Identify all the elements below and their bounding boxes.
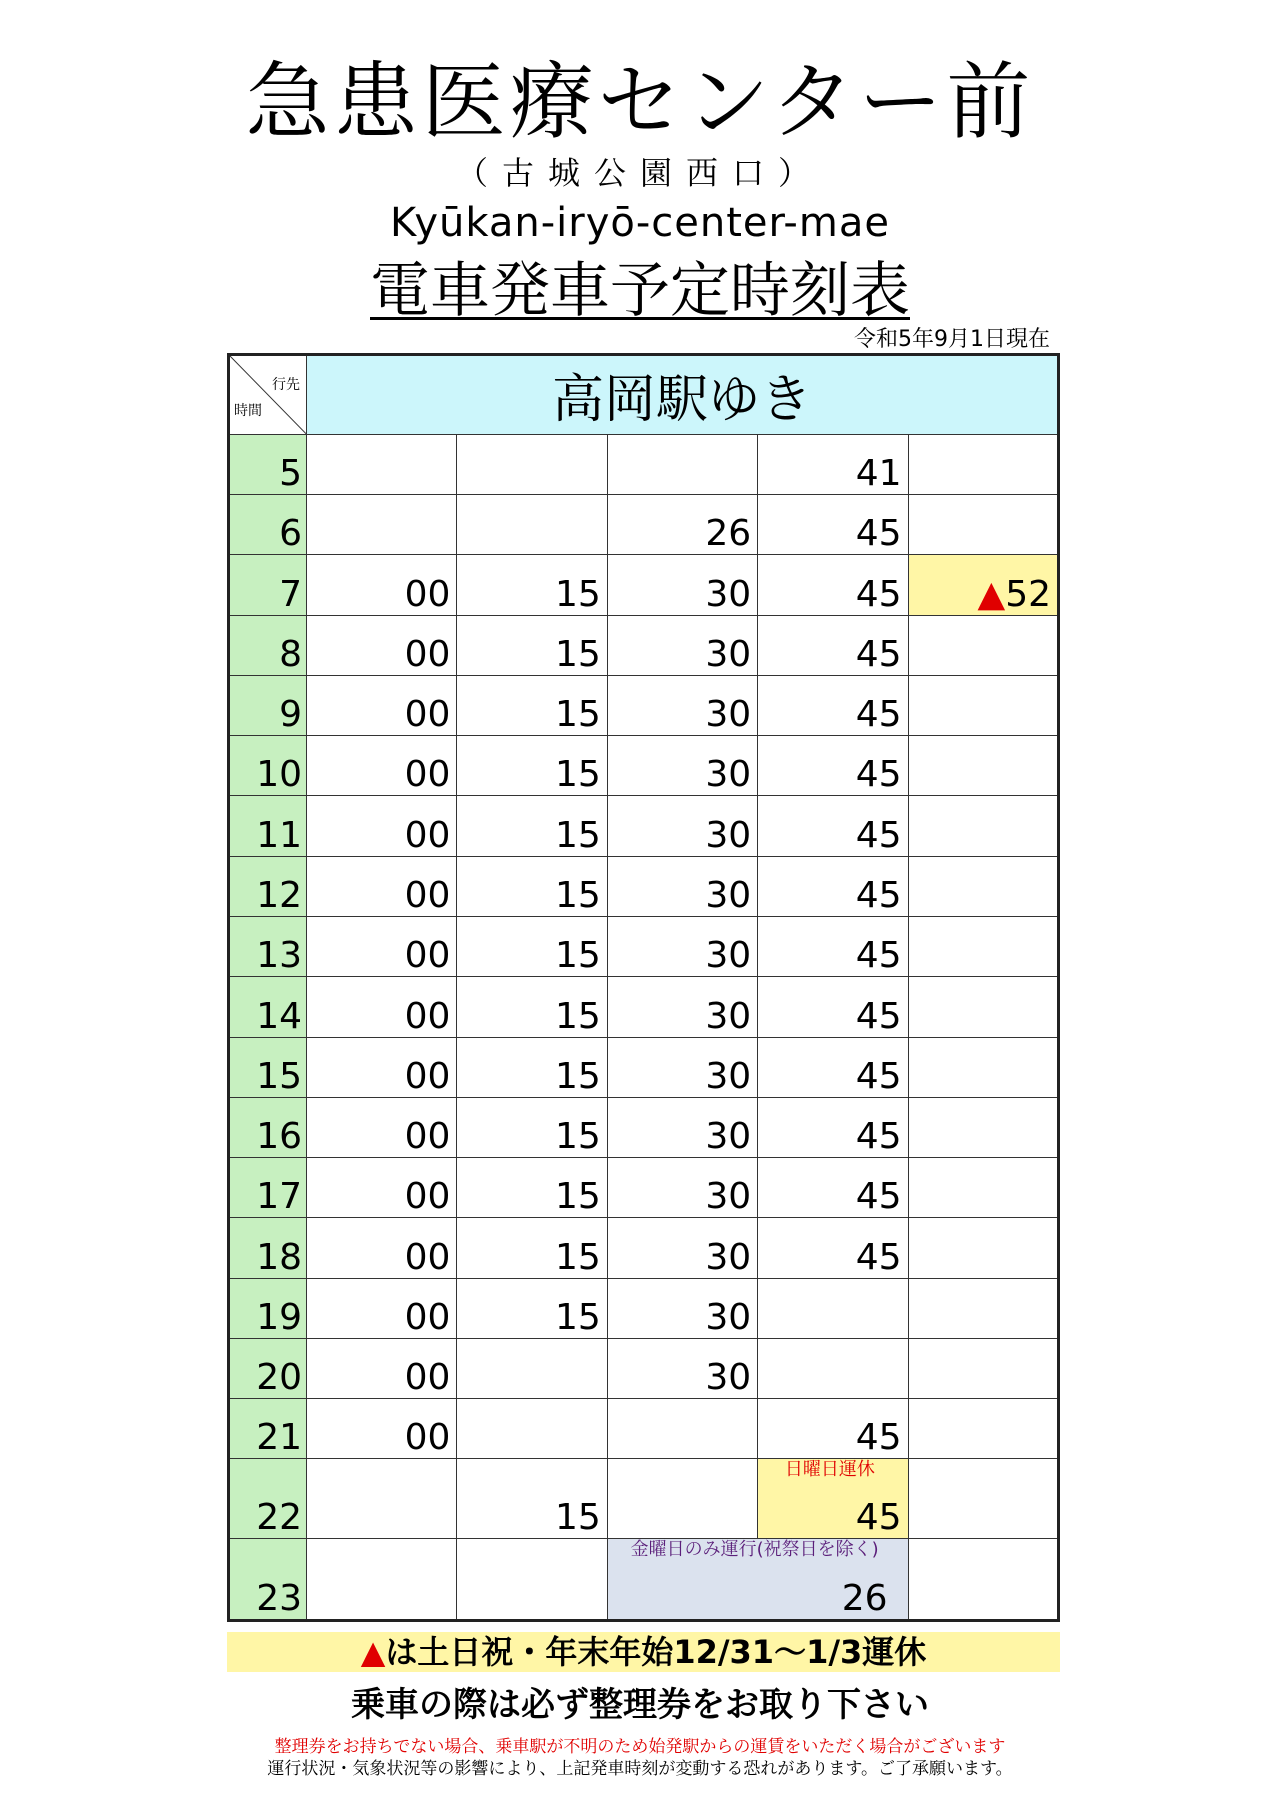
minute-cell (607, 434, 757, 494)
hour-cell: 15 (229, 1037, 307, 1097)
minute-cell: 30 (607, 856, 757, 916)
minute-cell: 45 (758, 1097, 908, 1157)
diagonal-line-icon (230, 356, 306, 434)
minute-cell: 00 (307, 555, 457, 615)
minute-cell: 00 (307, 1158, 457, 1218)
hour-cell: 22 (229, 1459, 307, 1539)
triangle-icon: ▲ (977, 573, 1006, 615)
minute-cell (908, 1459, 1058, 1539)
hour-cell: 21 (229, 1399, 307, 1459)
minute-cell: 45 (758, 494, 908, 554)
timetable-row (229, 675, 1059, 735)
minute-cell (908, 434, 1058, 494)
timetable-row (229, 736, 1059, 796)
minute-cell: 15 (457, 675, 607, 735)
minute-cell: 15 (457, 736, 607, 796)
minute-cell: 45 (758, 916, 908, 976)
timetable-row (229, 1539, 1059, 1621)
minute-cell: 30 (607, 736, 757, 796)
minute-cell (307, 1539, 457, 1621)
minute-cell (908, 916, 1058, 976)
minute-cell: 00 (307, 615, 457, 675)
disclaimer: 運行状況・気象状況等の影響により、上記発車時刻が変動する恐れがあります。ご了承願います。 (267, 1759, 1013, 1779)
minute-cell: 30 (607, 1097, 757, 1157)
minute-cell: 30 (607, 1158, 757, 1218)
hour-cell: 10 (229, 736, 307, 796)
timetable-row (229, 1338, 1059, 1398)
minute-cell: 00 (307, 1218, 457, 1278)
timetable (227, 353, 1060, 1622)
hour-cell: 11 (229, 796, 307, 856)
minute-cell: 00 (307, 1097, 457, 1157)
minute-cell: 45 (758, 796, 908, 856)
stop-subtitle: （古城公園西口） (455, 154, 824, 192)
minute-cell (758, 1338, 908, 1398)
timetable-row (229, 434, 1059, 494)
minute-cell (908, 1338, 1058, 1398)
minute-cell (908, 977, 1058, 1037)
minute-cell: 30 (607, 1218, 757, 1278)
hour-cell: 8 (229, 615, 307, 675)
hour-cell: 5 (229, 434, 307, 494)
hour-cell: 9 (229, 675, 307, 735)
minute-cell (908, 1097, 1058, 1157)
minute-cell: 41 (758, 434, 908, 494)
hour-cell: 19 (229, 1278, 307, 1338)
minute-cell: 30 (607, 615, 757, 675)
minute-cell: 30 (607, 1338, 757, 1398)
minute-cell (908, 856, 1058, 916)
minute-cell: 00 (307, 916, 457, 976)
minute-cell (607, 1399, 757, 1459)
triangle-icon: ▲ (360, 1633, 386, 1671)
minute-cell: 00 (307, 977, 457, 1037)
minute-cell (307, 434, 457, 494)
minute-cell: 15 (457, 1097, 607, 1157)
minute-cell: 15 (457, 1218, 607, 1278)
minute-cell: 30 (607, 977, 757, 1037)
minute-cell (457, 1539, 607, 1621)
minute-cell: 30 (607, 916, 757, 976)
stop-name: 急患医療センター前 (245, 53, 1035, 151)
minute-cell: 15 (457, 1158, 607, 1218)
minute-cell (457, 494, 607, 554)
timetable-row (229, 1399, 1059, 1459)
hour-cell: 16 (229, 1097, 307, 1157)
minute-cell: 45 (758, 1037, 908, 1097)
timetable-heading: 電車発車予定時刻表 (370, 256, 910, 326)
minute-cell: 15 (457, 977, 607, 1037)
hour-cell: 17 (229, 1158, 307, 1218)
minute-cell (908, 1278, 1058, 1338)
minute-cell: 15 (457, 1037, 607, 1097)
hour-cell: 13 (229, 916, 307, 976)
minute-cell (908, 736, 1058, 796)
hour-cell: 12 (229, 856, 307, 916)
sunday-suspended-note: 日曜日運休 (784, 1459, 875, 1481)
minute-cell: 45 (758, 1399, 908, 1459)
minute-cell: 45 (758, 1218, 908, 1278)
minute-cell (307, 1459, 457, 1539)
minute-cell: 15 (457, 615, 607, 675)
minute-cell (908, 675, 1058, 735)
corner-cell (229, 355, 307, 435)
as-of-date: 令和5年9月1日現在 (854, 327, 1050, 352)
minute-cell: 15 (457, 916, 607, 976)
minute-cell (607, 1459, 757, 1539)
hour-cell: 18 (229, 1218, 307, 1278)
minute-cell (908, 1399, 1058, 1459)
corner-dest-label: 行先 (272, 377, 300, 393)
minute-cell (457, 434, 607, 494)
timetable-row (229, 615, 1059, 675)
minute-cell: 00 (307, 796, 457, 856)
destination-header: 高岡駅ゆき (307, 355, 1059, 435)
minute-cell: 00 (307, 675, 457, 735)
timetable-row (229, 1278, 1059, 1338)
minute-cell: 00 (307, 1278, 457, 1338)
minute-cell: 45 (758, 856, 908, 916)
stop-romaji: Kyūkan-iryō-center-mae (390, 200, 890, 246)
timetable-row (229, 1459, 1059, 1539)
timetable-row (229, 1097, 1059, 1157)
minute-cell: 45 (758, 555, 908, 615)
timetable-row (229, 1158, 1059, 1218)
corner-hour-label: 時間 (234, 403, 262, 419)
minute-cell: 45 (758, 1158, 908, 1218)
minute-cell: 15 (457, 856, 607, 916)
friday-only-cell: 金曜日のみ運行(祝祭日を除く) 26 (607, 1539, 908, 1621)
minute-cell (307, 494, 457, 554)
minute-cell (908, 1539, 1058, 1621)
minute-cell (758, 1278, 908, 1338)
timetable-row (229, 856, 1059, 916)
minute-cell: 30 (607, 555, 757, 615)
timetable-row (229, 494, 1059, 554)
hour-cell: 20 (229, 1338, 307, 1398)
minute-cell (908, 615, 1058, 675)
minute-cell (908, 796, 1058, 856)
minute-cell: 15 (457, 1278, 607, 1338)
minute-cell: 45 (758, 977, 908, 1037)
timetable-row (229, 977, 1059, 1037)
minute-cell: 45 (758, 675, 908, 735)
timetable-row (229, 555, 1059, 615)
timetable-row (229, 1037, 1059, 1097)
minute-cell: 45 (758, 615, 908, 675)
fare-note: 整理券をお持ちでない場合、乗車駅が不明のため始発駅からの運賃をいただく場合がございます (274, 1737, 1006, 1757)
minute-cell: 15 (457, 1459, 607, 1539)
hour-cell: 23 (229, 1539, 307, 1621)
minute-cell: 00 (307, 736, 457, 796)
minute-cell: ▲52 (908, 555, 1058, 615)
minute-cell: 15 (457, 796, 607, 856)
hour-cell: 14 (229, 977, 307, 1037)
minute-cell (908, 1158, 1058, 1218)
minute-cell (908, 1218, 1058, 1278)
minute-cell: 30 (607, 1278, 757, 1338)
minute-cell: 30 (607, 796, 757, 856)
minute-cell: 00 (307, 1338, 457, 1398)
minute-cell (457, 1399, 607, 1459)
minute-cell (457, 1338, 607, 1398)
ticket-notice: 乗車の際は必ず整理券をお取り下さい (351, 1685, 929, 1725)
hour-cell: 6 (229, 494, 307, 554)
minute-cell: 26 (607, 494, 757, 554)
minute-cell: 15 (457, 555, 607, 615)
minute-cell: 00 (307, 1037, 457, 1097)
friday-only-note: 金曜日のみ運行(祝祭日を除く) (630, 1539, 879, 1561)
minute-cell: 30 (607, 1037, 757, 1097)
header-row (229, 355, 1059, 435)
timetable-row (229, 1218, 1059, 1278)
timetable-row (229, 916, 1059, 976)
minute-cell: 日曜日運休 45 (758, 1459, 908, 1539)
minute-cell (908, 1037, 1058, 1097)
minute-cell (908, 494, 1058, 554)
minute-cell: 00 (307, 1399, 457, 1459)
minute-cell: 00 (307, 856, 457, 916)
timetable-row (229, 796, 1059, 856)
hour-cell: 7 (229, 555, 307, 615)
weekend-notice: ▲は土日祝・年末年始12/31～1/3運休 (227, 1632, 1060, 1672)
minute-cell: 30 (607, 675, 757, 735)
minute-cell: 45 (758, 736, 908, 796)
